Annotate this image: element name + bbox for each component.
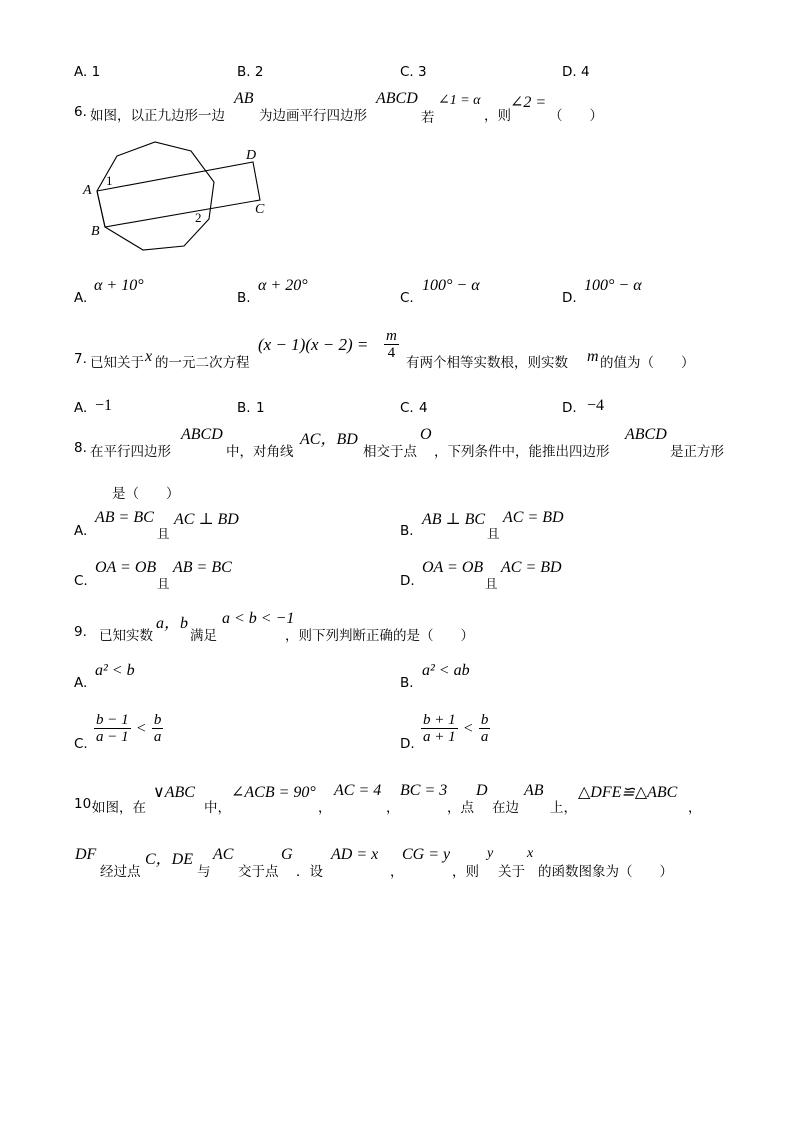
label-b: B [91,224,100,239]
q7-option-d-letter[interactable]: D. [562,400,577,416]
q8-option-c-expr-2[interactable]: AB = BC [173,559,232,576]
q9-d-den-1: a + 1 [423,729,456,745]
q7-text-4: 的值为（ ） [600,355,695,371]
q8-option-d-conj: 且 [485,576,498,591]
q6-text-3: 若 [421,110,435,126]
q10-l2-sep: ， [390,864,404,880]
q9-number: 9. [74,624,87,640]
q7-option-d[interactable]: −4 [587,397,605,414]
q9-c-den-1: a − 1 [96,729,129,745]
q10-text-2: 中， [204,800,231,816]
q6-text-4: ，则 [484,108,511,124]
q10-sep-1: ， [318,800,332,816]
q8-option-b-letter[interactable]: B. [400,523,414,539]
q9-option-a-letter[interactable]: A. [74,675,88,691]
q10-text-6: ， [688,800,702,816]
angle-2-label: 2 [195,210,202,225]
q10-l2-text-5: ，则 [452,864,479,880]
q8-option-d-expr-2[interactable]: AC = BD [501,559,562,576]
q9-option-c-letter[interactable]: C. [74,736,88,752]
q9-c-rel: < [136,719,146,737]
q9-c-num-1: b − 1 [96,712,129,728]
q8-text-5: 是正方形 [670,444,724,460]
q6-option-d-letter[interactable]: D. [562,290,577,306]
q7-option-a-letter[interactable]: A. [74,400,88,416]
q6-ask: ∠2 = [510,94,547,111]
q9-d-rel: < [463,719,473,737]
q6-side-ab: AB [234,90,254,107]
q9-vars: a，b [156,615,189,632]
q10-text-4: 在边 [492,800,519,816]
q7-text-3: 有两个相等实数根，则实数 [406,355,568,371]
q8-option-a-expr-1[interactable]: AB = BC [95,509,154,526]
q5-option-d[interactable]: D. 4 [562,64,590,80]
q7-fraction [384,328,399,361]
q7-option-b[interactable]: 1 [256,400,265,416]
q10-text-1: 如图，在 [92,800,146,816]
q8-diagonals: AC，BD [300,431,358,448]
q6-text-2: 为边画平行四边形 [259,108,367,124]
q10-sep-2: ， [386,800,400,816]
q10-point-g: G [281,846,293,863]
q8-option-c-letter[interactable]: C. [74,573,88,589]
q6-paren: （ ） [549,108,603,124]
q6-option-a[interactable]: α + 10° [94,277,144,294]
q9-c-num-2: b [153,712,162,728]
q5-option-c[interactable]: C. 3 [400,64,427,80]
q9-text-3: ，则下列判断正确的是（ ） [285,628,474,644]
q10-ad-eq-x: AD = x [331,846,379,863]
q10-var-y: y [487,846,494,861]
q10-df: DF [75,846,97,863]
q9-d-num-1: b + 1 [423,712,456,728]
q10-cond-ac: AC = 4 [334,782,382,799]
q9-option-d[interactable] [421,712,490,745]
q9-option-a[interactable]: a² < b [95,662,135,679]
q7-option-c-letter[interactable]: C. [400,400,414,416]
q9-text-2: 满足 [190,628,217,644]
q7-option-a[interactable]: −1 [95,397,113,414]
q6-figure [80,136,280,256]
q8-option-c-conj: 且 [157,576,170,591]
q6-option-b[interactable]: α + 20° [258,277,308,294]
q10-l2-text-4: ．设 [296,864,323,880]
q8-option-b-expr-1[interactable]: AB ⊥ BC [422,511,486,528]
q7-option-b-letter[interactable]: B. [237,400,251,416]
q7-var-m: m [587,348,599,365]
q10-l2-text-6: 关于 [498,864,525,880]
q7-number: 7. [74,351,87,367]
label-d: D [246,148,257,163]
q9-option-b-letter[interactable]: B. [400,675,414,691]
q10-l2-text-7: 的函数图象为（ ） [538,864,673,880]
q8-point-o: O [420,426,432,443]
q8-option-d-expr-1[interactable]: OA = OB [422,559,484,576]
q9-d-num-2: b [480,712,489,728]
q9-condition: a < b < −1 [222,610,295,627]
nonagon-shape [97,142,214,250]
q8-text-2: 中，对角线 [226,444,294,460]
q7-frac-num: m [386,328,397,344]
q10-var-x: x [527,846,534,861]
q10-cg-eq-y: CG = y [402,846,451,863]
q10-l2-text-2: 与 [197,864,211,880]
q10-triangle: ∨ABC [153,784,195,801]
q6-option-a-letter[interactable]: A. [74,290,88,306]
q6-condition: ∠1 = α [438,93,481,108]
label-c: C [255,202,265,217]
q8-option-d-letter[interactable]: D. [400,573,415,589]
q8-line-2: 是（ ） [112,486,180,502]
q10-l2-text-3: 交于点 [238,864,279,880]
angle-1-label: 1 [106,173,113,188]
q6-number: 6. [74,104,87,120]
q7-text-1: 已知关于 [90,355,144,371]
q7-equation: (x − 1)(x − 2) = [258,335,369,354]
parallelogram-shape [97,162,260,227]
q9-text-1: 已知实数 [99,628,153,644]
q9-d-den-2: a [480,729,489,745]
q6-option-b-letter[interactable]: B. [237,290,251,306]
q10-text-5: 上， [550,800,577,816]
label-a: A [83,183,92,198]
q8-option-a-expr-2[interactable]: AC ⊥ BD [174,511,239,528]
q10-c-de: C，DE [145,851,194,868]
q8-text-3: 相交于点 [363,444,417,460]
q8-text-4: ，下列条件中，能推出四边形 [434,444,610,460]
q7-text-2: 的一元二次方程 [155,355,250,371]
q9-c-den-2: a [153,729,162,745]
q7-option-c[interactable]: 4 [419,400,428,416]
q10-point-d: D [476,782,488,799]
q10-number: 10. [74,796,96,812]
q10-cond-angle: ∠ACB = 90° [231,784,316,801]
q8-option-b-expr-2[interactable]: AC = BD [503,509,564,526]
q7-var-x: x [145,348,153,365]
q6-abcd: ABCD [376,90,418,107]
q10-ac: AC [213,846,234,863]
q5-option-b[interactable]: B. 2 [237,64,264,80]
q8-abcd: ABCD [181,426,223,443]
q6-option-d[interactable]: 100° − α [584,277,642,294]
q6-option-c-letter[interactable]: C. [400,290,414,306]
q8-option-b-conj: 且 [487,526,500,541]
q10-congruence: △DFE≌△ABC [578,784,678,801]
q8-option-c-expr-1[interactable]: OA = OB [95,559,157,576]
q7-frac-den: 4 [387,345,396,361]
q6-text-1: 如图，以正九边形一边 [90,108,225,124]
q8-number: 8. [74,440,87,456]
q8-option-a-letter[interactable]: A. [74,523,88,539]
q5-option-a[interactable]: A. 1 [74,64,101,80]
q6-option-c[interactable]: 100° − α [422,277,480,294]
q9-option-b[interactable]: a² < ab [422,662,470,679]
q9-option-d-letter[interactable]: D. [400,736,415,752]
q10-text-3: ，点 [447,800,474,816]
q10-cond-bc: BC = 3 [400,782,448,799]
q8-text-1: 在平行四边形 [90,444,171,460]
q8-abcd-2: ABCD [625,426,667,443]
q10-side-ab: AB [524,782,544,799]
q8-option-a-conj: 且 [157,526,170,541]
q9-option-c[interactable] [94,712,163,745]
q10-l2-text-1: 经过点 [100,864,141,880]
